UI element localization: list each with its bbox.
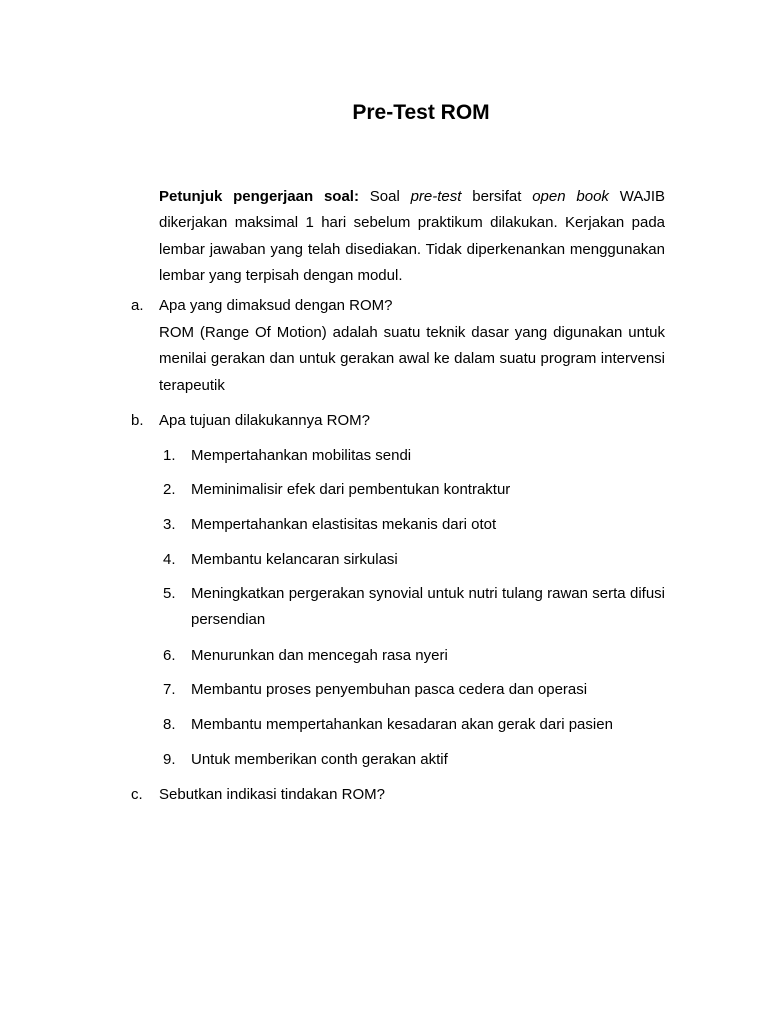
- question-a-text: Apa yang dimaksud dengan ROM?: [159, 297, 393, 314]
- list-item-number: 5.: [163, 585, 176, 602]
- question-a-answer: ROM (Range Of Motion) adalah suatu teknik dasar yang digunakan untuk menilai gerakan dan untuk gerakan awal ke dalam suatu program intervensi terapeutik: [159, 324, 665, 394]
- instructions-text-1: Soal: [358, 188, 411, 205]
- list-item-number: 9.: [163, 751, 176, 768]
- list-item-number: 2.: [163, 481, 176, 498]
- list-item-number: 8.: [163, 716, 176, 733]
- list-item: [163, 477, 665, 503]
- list-item-text: Mempertahankan elastisitas mekanis dari otot: [191, 516, 497, 533]
- list-item: [163, 747, 665, 773]
- list-item-text: Meminimalisir efek dari pembentukan kontraktur: [191, 481, 511, 498]
- list-item-text: Membantu mempertahankan kesadaran akan gerak dari pasien: [191, 716, 613, 733]
- instructions-italic-openbook: open book: [532, 188, 609, 205]
- list-item: [163, 443, 665, 469]
- list-item: [163, 512, 665, 538]
- list-item-number: 4.: [163, 551, 176, 568]
- list-item-text: Membantu kelancaran sirkulasi: [191, 551, 398, 568]
- question-b-marker: b.: [131, 412, 144, 429]
- list-item-text: Meningkatkan pergerakan synovial untuk nutri tulang rawan serta difusi persendian: [191, 585, 665, 629]
- question-c-text: Sebutkan indikasi tindakan ROM?: [159, 786, 385, 803]
- list-item: [163, 581, 665, 634]
- instructions-label: Petunjuk pengerjaan soal:: [159, 188, 359, 205]
- question-b-text: Apa tujuan dilakukannya ROM?: [159, 412, 370, 429]
- question-c-marker: c.: [131, 786, 143, 803]
- list-item: [163, 643, 665, 669]
- instructions-text-2: bersifat: [461, 188, 533, 205]
- list-item-number: 6.: [163, 647, 176, 664]
- list-item-number: 7.: [163, 681, 176, 698]
- instructions-text-3: WAJIB dikerjakan maksimal 1 hari sebelum praktikum dilakukan. Kerjakan pada lembar jawaban yang telah disediakan. Tidak diperkenankan menggunakan lembar yang terpisah dengan modul.: [159, 188, 665, 284]
- list-item-number: 3.: [163, 516, 176, 533]
- list-item-text: Membantu proses penyembuhan pasca cedera dan operasi: [191, 681, 588, 698]
- list-item-text: Menurunkan dan mencegah rasa nyeri: [191, 647, 448, 664]
- list-item-text: Mempertahankan mobilitas sendi: [191, 447, 412, 464]
- question-a-marker: a.: [131, 297, 144, 314]
- instructions-paragraph: [159, 184, 665, 289]
- instructions-italic-pretest: pre-test: [410, 188, 462, 205]
- list-item-text: Untuk memberikan conth gerakan aktif: [191, 751, 448, 768]
- list-item: [163, 712, 665, 738]
- list-item: [163, 547, 665, 573]
- page-title: Pre-Test ROM: [352, 101, 490, 124]
- list-item-number: 1.: [163, 447, 176, 464]
- list-item: [163, 677, 665, 703]
